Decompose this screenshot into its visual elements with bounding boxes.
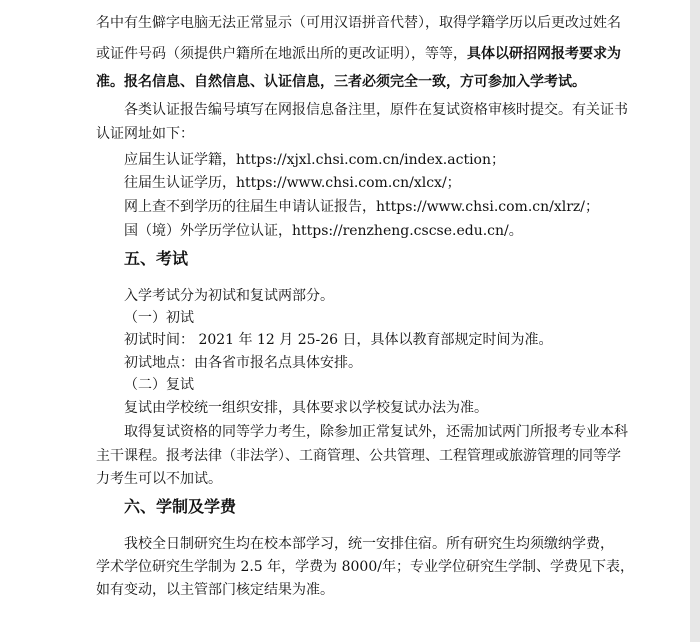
cert-link-line: 国（境）外学历学位认证，https://renzheng.cscse.edu.cn/。 xyxy=(124,223,523,239)
paragraph-line: 学术学位研究生学制为 2.5 年，学费为 8000/年；专业学位研究生学制、学费见下表， xyxy=(96,559,634,575)
section-heading: 六、学制及学费 xyxy=(124,497,237,516)
scrollbar[interactable] xyxy=(690,0,700,642)
paragraph-line: 各类认证报告编号填写在网报信息备注里，原件在复试资格审核时提交。有关证书 xyxy=(124,102,628,118)
cert-link-line: 应届生认证学籍，https://xjxl.chsi.com.cn/index.action； xyxy=(124,152,505,168)
paragraph-line: 我校全日制研究生均在校本部学习，统一安排住宿。所有研究生均须缴纳学费， xyxy=(124,536,614,552)
section-heading: 五、考试 xyxy=(124,249,189,268)
cert-link-line: 往届生认证学历，https://www.chsi.com.cn/xlcx/； xyxy=(124,175,461,191)
paragraph-bold-line: 准。报名信息、自然信息、认证信息，三者必须完全一致，方可参加入学考试。 xyxy=(96,74,586,90)
paragraph-line: 复试由学校统一组织安排，具体要求以学校复试办法为准。 xyxy=(124,400,488,416)
paragraph-line: 力考生可以不加试。 xyxy=(96,471,222,487)
paragraph-line xyxy=(96,44,621,64)
paragraph-line: 初试时间： 2021 年 12 月 25-26 日，具体以教育部规定时间为准。 xyxy=(124,332,553,348)
paragraph-text: 或证件号码（须提供户籍所在地派出所的更改证明），等等， xyxy=(96,46,467,62)
paragraph-line: 初试地点：由各省市报名点具体安排。 xyxy=(124,355,362,371)
paragraph-line: 入学考试分为初试和复试两部分。 xyxy=(124,288,334,304)
subsection-title: （二）复试 xyxy=(124,377,194,393)
paragraph-line: 认证网址如下： xyxy=(96,126,194,142)
paragraph-line: 主干课程。报考法律（非法学）、工商管理、公共管理、工程管理或旅游管理的同等学 xyxy=(96,448,621,464)
paragraph-line: 取得复试资格的同等学力考生，除参加正常复试外，还需加试两门所报考专业本科 xyxy=(124,424,628,440)
paragraph-line: 如有变动，以主管部门核定结果为准。 xyxy=(96,582,334,598)
cert-link-line: 网上查不到学历的往届生申请认证报告，https://www.chsi.com.cn/xlrz/； xyxy=(124,199,600,215)
subsection-title: （一）初试 xyxy=(124,310,194,326)
paragraph-bold-text: 具体以研招网报考要求为 xyxy=(467,46,621,62)
paragraph-line: 名中有生僻字电脑无法正常显示（可用汉语拼音代替），取得学籍学历以后更改过姓名 xyxy=(96,15,621,31)
